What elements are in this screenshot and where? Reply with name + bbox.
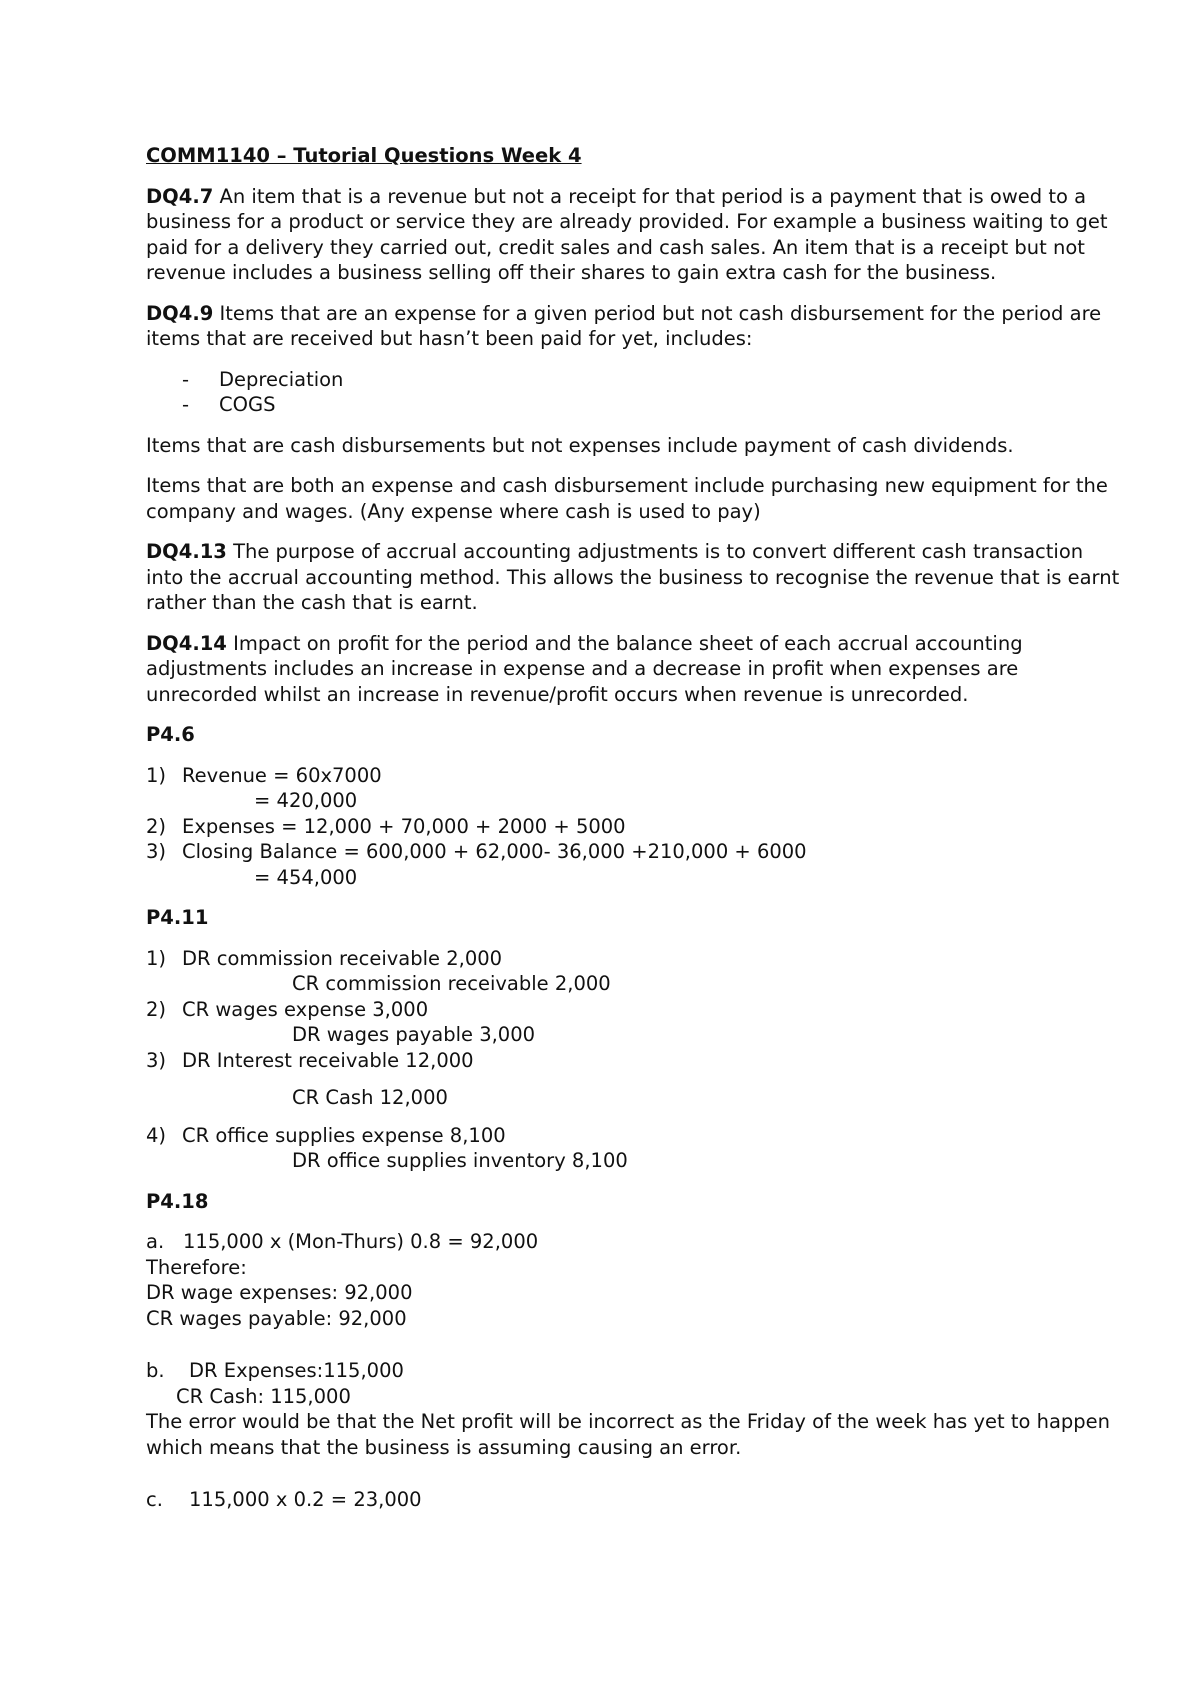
question-id: DQ4.13 (146, 540, 227, 563)
question-id: DQ4.9 (146, 301, 214, 325)
list-item: 3) Closing Balance = 600,000 + 62,000- 36,000 +210,000 + 6000 = 454,000 (146, 840, 807, 889)
question-id: DQ4.14 (146, 631, 227, 655)
list-item: 2) Expenses = 12,000 + 70,000 + 2000 + 5000 (146, 814, 626, 838)
answer-text: Items that are an expense for a given period but not cash disbursement for the period are items that are received but hasn’t been paid for yet, includes: (146, 301, 1102, 350)
answer-text: An item that is a revenue but not a receipt for that period is a payment that is owed to a business for a product or service they are already provided. For example a business waiting to get paid for a delivery they carried out, credit sales and cash sales. An item that is a receipt but not revenue includes a business selling off their shares to gain extra cash for the business. (146, 184, 1108, 284)
question-id: DQ4.7 (146, 184, 214, 208)
document-title: COMM1140 – Tutorial Questions Week 4 (146, 144, 582, 167)
dq4-13-paragraph (146, 539, 1120, 616)
dq4-14-paragraph (146, 631, 1120, 708)
p4-6-heading: P4.6 (146, 723, 195, 746)
list-item: 2) CR wages expense 3,000 DR wages payable 3,000 (146, 997, 536, 1046)
list-item: c. 115,000 x 0.2 = 23,000 (146, 1488, 422, 1511)
dq4-9-paragraph (146, 301, 1120, 352)
p4-18-heading: P4.18 (146, 1189, 209, 1213)
p4-11-heading: P4.11 (146, 906, 209, 929)
dq4-9-paragraph-2: Items that are cash disbursements but not expenses include payment of cash dividends. (146, 433, 1014, 457)
list-item: - Depreciation (182, 367, 344, 391)
list-item: a. 115,000 x (Mon-Thurs) 0.8 = 92,000 (146, 1230, 539, 1253)
list-item: - COGS (182, 393, 276, 416)
p4-18-part-c (146, 1487, 1120, 1513)
list-item: 1) Revenue = 60x7000 = 420,000 (146, 763, 382, 812)
dq4-9-paragraph-3: Items that are both an expense and cash disbursement include purchasing new equipment for the company and wages. (Any expense where cash is used to pay) (146, 474, 1108, 523)
p4-18-part-a: a. 115,000 x (Mon-Thurs) 0.8 = 92,000 Therefore: DR wage expenses: 92,000 CR wages payable: 92,000 (146, 1229, 1120, 1331)
list-item: b. DR Expenses:115,000 (146, 1359, 404, 1382)
list-item: 3) DR Interest receivable 12,000 CR Cash 12,000 (146, 1048, 474, 1109)
p4-6-list (146, 763, 1120, 891)
p4-18-part-b: b. DR Expenses:115,000 CR Cash: 115,000 The error would be that the Net profit will be incorrect as the Friday of the week has yet to happen which means that the business is assuming causing an error. (146, 1358, 1120, 1460)
dq4-9-list (146, 367, 1120, 418)
dq4-7-paragraph (146, 184, 1120, 286)
list-item: 1) DR commission receivable 2,000 CR commission receivable 2,000 (146, 946, 611, 995)
p4-11-list (146, 946, 1120, 1174)
list-item: 4) CR office supplies expense 8,100 DR office supplies inventory 8,100 (146, 1123, 628, 1172)
answer-text: Impact on profit for the period and the balance sheet of each accrual accounting adjustments includes an increase in expense and a decrease in profit when expenses are unrecorded whilst an increase in revenue/profit occurs when revenue is unrecorded. (146, 631, 1023, 706)
answer-text: The purpose of accrual accounting adjustments is to convert different cash transaction into the accrual accounting method. This allows the business to recognise the revenue that is earnt rather than the cash that is earnt. (146, 540, 1120, 614)
